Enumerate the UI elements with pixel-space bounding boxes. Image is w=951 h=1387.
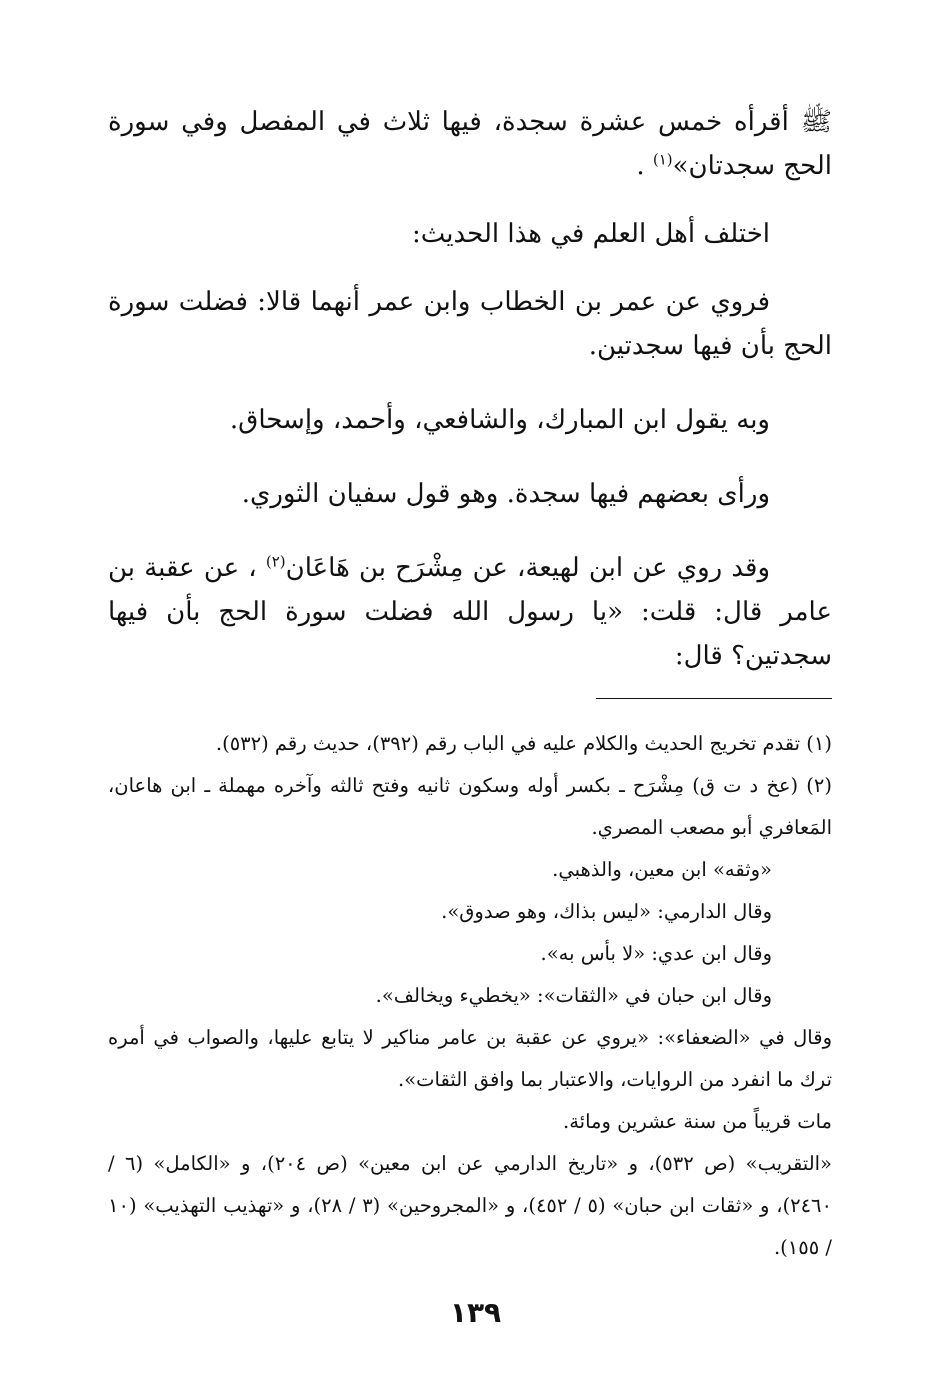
paragraph-end: . — [636, 151, 653, 181]
footnote-1: (١) تقدم تخريج الحديث والكلام عليه في الباب رقم (٣٩٢)، حديث رقم (٥٣٢). — [215, 732, 832, 755]
paragraph-umar-opinion: فروي عن عمر بن الخطاب وابن عمر أنهما قالا: فضلت سورة الحج بأن فيها سجدتين. — [108, 287, 832, 361]
paragraph-thawri: ورأى بعضهم فيها سجدة. وهو قول سفيان الثوري. — [241, 479, 770, 509]
paragraph-disagreement: اختلف أهل العلم في هذا الحديث: — [412, 219, 770, 249]
footnote-2-tawthiq: «وثقه» ابن معين، والذهبي. — [552, 858, 772, 881]
paragraph-text: وقد روي عن ابن لهيعة، عن مِشْرَح بن هَاعَان — [285, 553, 770, 583]
footnote-2-darimi: وقال الدارمي: «ليس بذاك، وهو صدوق». — [441, 900, 772, 923]
footnote-2-death: مات قريباً من سنة عشرين ومائة. — [563, 1110, 832, 1133]
footnote-2: (٢) (عخ د ت ق) مِشْرَح ـ بكسر أوله وسكون ثانيه وفتح ثالثه وآخره مهملة ـ ابن هاعان، المَعافري أبو مصعب المصري. — [108, 774, 832, 839]
footnotes — [108, 723, 832, 1269]
footnote-divider — [596, 698, 832, 699]
footnote-ref-2[interactable]: (٢) — [265, 552, 286, 571]
paragraph-uqba — [108, 546, 832, 678]
footnote-2-sources: «التقريب» (ص ٥٣٢)، و «تاريخ الدارمي عن ابن معين» (ص ٢٠٤)، و «الكامل» (٦ / ٢٤٦٠)، و «ثقات ابن حبان» (٥ / ٤٥٢)، و «المجروحين» (٣ / ٢٨)، و «تهذيب التهذيب» (١٠ / ١٥٥). — [108, 1152, 833, 1259]
paragraph-text-cont: ، عن عقبة بن عامر قال: قلت: «يا رسول الله فضلت سورة الحج بأن فيها سجدتين؟ قال: — [108, 553, 832, 671]
footnote-2-ibn-hibban: وقال ابن حبان في «الثقات»: «يخطيء ويخالف». — [375, 984, 772, 1007]
footnote-2-duafa: وقال في «الضعفاء»: «يروي عن عقبة بن عامر مناكير لا يتابع عليها، والصواب في أمره ترك ما انفرد من الروايات، والاعتبار بما وافق الثقات». — [108, 1026, 832, 1091]
page-body — [108, 100, 832, 1269]
paragraph-scholars: وبه يقول ابن المبارك، والشافعي، وأحمد، وإسحاق. — [229, 405, 770, 435]
paragraph-hadith-end — [108, 100, 832, 188]
main-text — [108, 100, 832, 678]
footnote-ref-1[interactable]: (١) — [652, 150, 673, 169]
footnote-2-ibn-adi: وقال ابن عدي: «لا بأس به». — [540, 942, 772, 965]
page-number: ١٣٩ — [449, 1296, 502, 1329]
paragraph-text: ﷺ أقرأه خمس عشرة سجدة، فيها ثلاث في المفصل وفي سورة الحج سجدتان» — [108, 107, 832, 181]
